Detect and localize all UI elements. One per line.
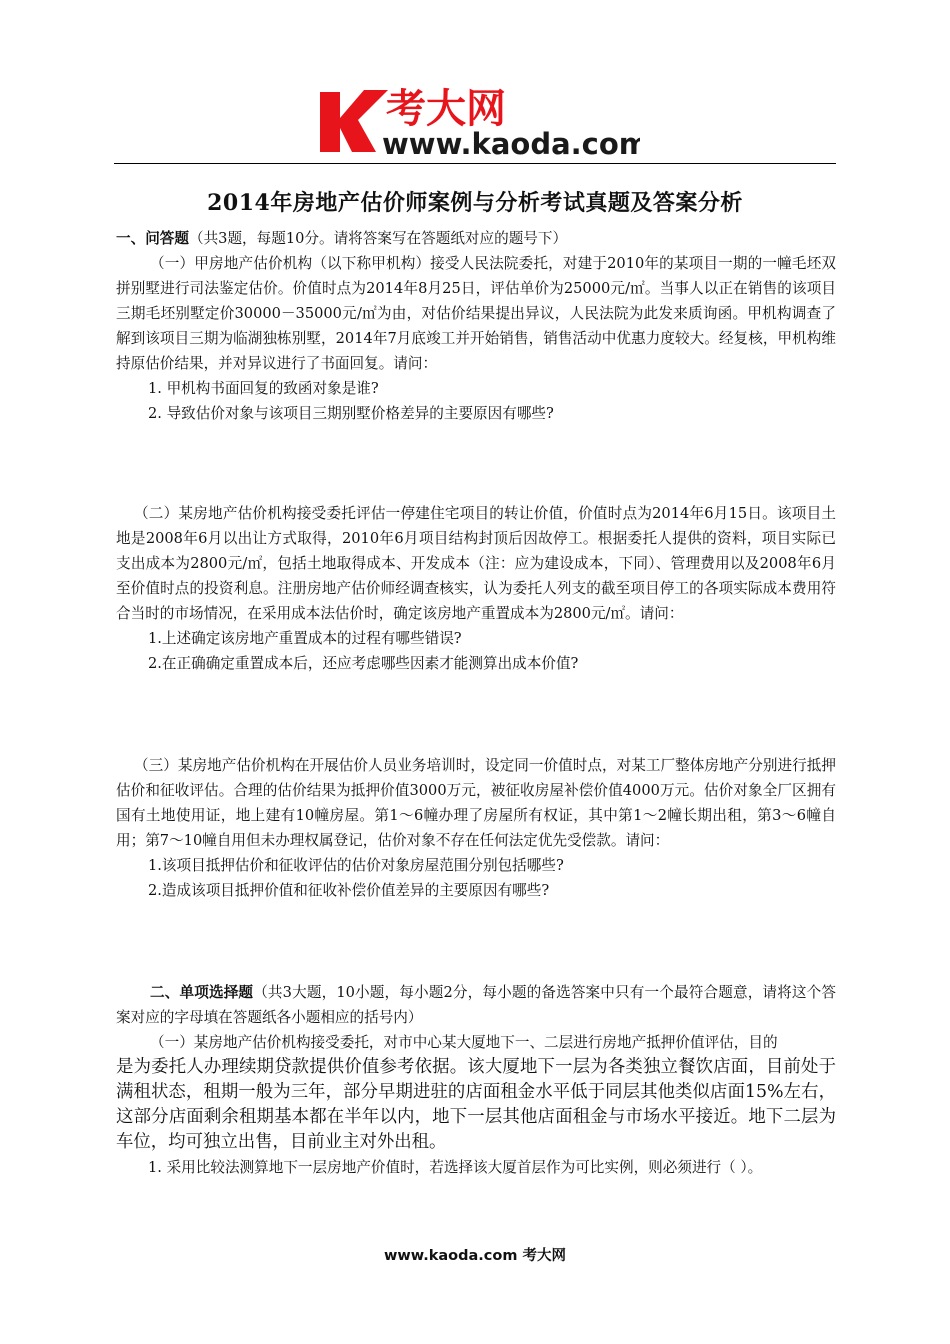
section-label: 二、单项选择题 (150, 984, 254, 1001)
question-paragraph: （二）某房地产估价机构接受委托评估一停建住宅项目的转让价值，价值时点为2014年6月15日。该项目土地是2008年6月以出让方式取得，2010年6月项目结构封顶后因故停工。根据委托人提供的资料，项目实际已支出成本为2800元/㎡，包括土地取得成本、开发成本（注：应为建设成本，下同）、管理费用以及2008年6月至价值时点的投资利息。注册房地产估价师经调查核实，认为委托人列支的截至项目停工的各项实际成本费用符合当时的市场情况，在采用成本法估价时，确定该房地产重置成本为2800元/㎡。请问： (116, 505, 836, 622)
answer-space (116, 903, 836, 980)
question-paragraph: （一）甲房地产估价机构（以下称甲机构）接受人民法院委托，对建于2010年的某项目一期的一幢毛坯双拼别墅进行司法鉴定估价。价值时点为2014年8月25日，评估单价为25000元/㎡。当事人以正在销售的该项目三期毛坯别墅定价30000－35000元/㎡为由，对估价结果提出异议，人民法院为此发来质询函。甲机构调查了解到该项目三期为临湖独栋别墅，2014年7月底竣工并开始销售，销售活动中优惠力度较大。经复核，甲机构维持原估价结果，并对异议进行了书面回复。请问： (116, 255, 836, 372)
header-divider (114, 163, 836, 164)
sub-question: 1.该项目抵押估价和征收评估的估价对象房屋范围分别包括哪些? (148, 857, 564, 874)
section-note: （共3大题，10小题，每小题2分，每小题的备选答案中只有一个最符合题意，请将这个答案对应的字母填在答题纸各小题相应的括号内） (116, 984, 836, 1026)
sub-question: 2.造成该项目抵押价值和征收补偿价值差异的主要原因有哪些? (148, 882, 550, 899)
footer-brand: 考大网 (522, 1248, 567, 1264)
sub-question: 1. 甲机构书面回复的致函对象是谁? (148, 380, 379, 397)
kaoda-logo (318, 78, 640, 160)
sub-question: 2. 导致估价对象与该项目三期别墅价格差异的主要原因有哪些? (148, 405, 554, 422)
document-title: 2014年房地产估价师案例与分析考试真题及答案分析 (207, 190, 743, 216)
question-paragraph: （三）某房地产估价机构在开展估价人员业务培训时，设定同一价值时点，对某工厂整体房地产分别进行抵押估价和征收评估。合理的估价结果为抵押价值3000万元，被征收房屋补偿价值4000万元。估价对象全厂区拥有国有土地使用证，地上建有10幢房屋。第1～6幢办理了房屋所有权证，其中第1～2幢长期出租，第3～6幢自用；第7～10幢自用但未办理权属登记，估价对象不存在任何法定优先受偿款。请问： (116, 757, 836, 849)
logo-k-shape (320, 90, 388, 152)
answer-space (116, 426, 836, 501)
page-footer (0, 1244, 950, 1265)
question-paragraph: （一）某房地产估价机构接受委托，对市中心某大厦地下一、二层进行房地产抵押价值评估，目的 (150, 1034, 778, 1051)
sub-question: 2.在正确确定重置成本后，还应考虑哪些因素才能测算出成本价值? (148, 655, 579, 672)
kaoda-logo-mark (318, 78, 640, 160)
question-paragraph: 是为委托人办理续期贷款提供价值参考依据。该大厦地下一层为各类独立餐饮店面，目前处于满租状态，租期一般为三年，部分早期进驻的店面租金水平低于同层其他类似店面15%左右，这部分店面剩余租期基本都在半年以内，地下一层其他店面租金与市场水平接近。地下二层为车位，均可独立出售，目前业主对外出租。 (116, 1057, 836, 1152)
answer-space (116, 676, 836, 753)
section-heading (116, 226, 836, 251)
sub-question: 1.上述确定该房地产重置成本的过程有哪些错误? (148, 630, 462, 647)
section-note: （共3题，每题10分。请将答案写在答题纸对应的题号下） (188, 230, 568, 247)
footer-url: www.kaoda.com (383, 1248, 518, 1264)
section-label: 一、问答题 (116, 230, 189, 247)
logo-brand-cn: 考大网 (386, 86, 506, 132)
logo-url: www.kaoda.com (382, 127, 640, 160)
document-body (116, 226, 836, 1180)
section-heading (116, 980, 836, 1030)
sub-question: 1. 采用比较法测算地下一层房地产价值时，若选择该大厦首层作为可比实例，则必须进行（ ）。 (148, 1159, 763, 1176)
